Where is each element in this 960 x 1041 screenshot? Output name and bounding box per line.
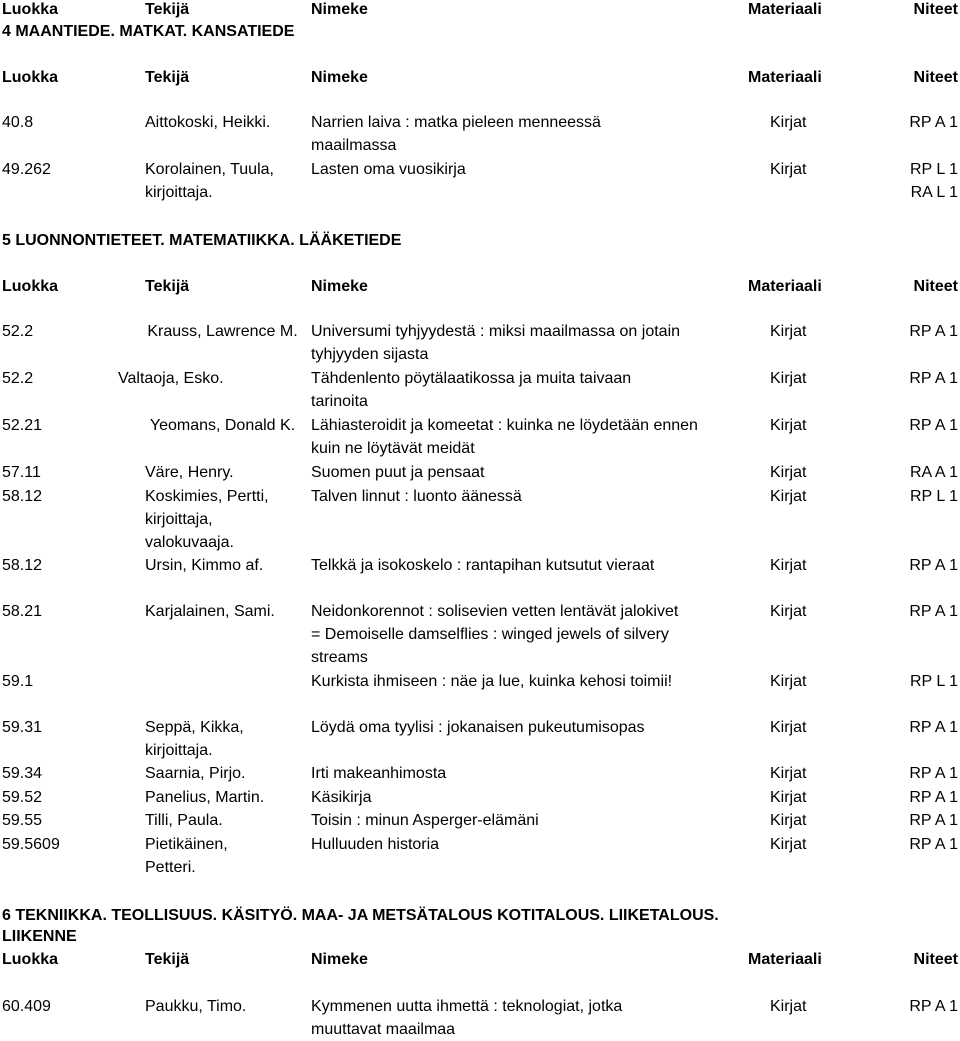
cell-luokka: 52.2 (2, 323, 34, 340)
section-title: 4 MAANTIEDE. MATKAT. KANSATIEDE (2, 23, 295, 40)
cell-materiaali: Kirjat (770, 557, 807, 574)
cell-materiaali: Kirjat (770, 370, 807, 387)
cell-luokka: 52.21 (2, 417, 43, 434)
cell-nimeke: Universumi tyhjyydestä : miksi maailmassa on jotain tyhjyyden sijasta (311, 323, 681, 363)
cell-niteet: RP A 1 (909, 789, 958, 806)
cell-nimeke: Käsikirja (311, 789, 372, 806)
cell-materiaali: Kirjat (770, 417, 807, 434)
cell-niteet: RP A 1 (909, 719, 958, 736)
column-header-materiaali: Materiaali (748, 278, 822, 295)
cell-luokka: 58.21 (2, 603, 43, 620)
cell-niteet: RP L 1 (909, 488, 958, 505)
cell-niteet: RP A 1 (909, 370, 958, 387)
column-header-materiaali: Materiaali (748, 1, 822, 18)
cell-tekija: Väre, Henry. (145, 464, 234, 481)
cell-nimeke: Narrien laiva : matka pieleen menneessä maailmassa (311, 114, 601, 154)
cell-niteet: RP L 1 RA L 1 (909, 161, 958, 201)
cell-materiaali: Kirjat (770, 488, 807, 505)
cell-luokka: 57.11 (2, 464, 41, 481)
column-header-luokka: Luokka (2, 278, 59, 295)
cell-materiaali: Kirjat (770, 765, 807, 782)
cell-luokka: 60.409 (2, 998, 51, 1015)
column-header-niteet: Niteet (913, 69, 958, 86)
cell-tekija: Yeomans, Donald K. (149, 417, 296, 434)
cell-materiaali: Kirjat (770, 789, 807, 806)
column-header-nimeke: Nimeke (311, 1, 368, 18)
column-header-tekija: Tekijä (145, 278, 190, 295)
cell-materiaali: Kirjat (770, 464, 807, 481)
cell-materiaali: Kirjat (770, 323, 807, 340)
cell-luokka: 59.55 (2, 812, 43, 829)
column-header-luokka: Luokka (2, 951, 59, 968)
column-header-luokka: Luokka (2, 1, 59, 18)
cell-nimeke: Toisin : minun Asperger-elämäni (311, 812, 539, 829)
cell-materiaali: Kirjat (770, 719, 807, 736)
cell-tekija: Tilli, Paula. (145, 812, 223, 829)
cell-niteet: RA A 1 (909, 464, 958, 481)
cell-niteet: RP A 1 (909, 417, 958, 434)
cell-materiaali: Kirjat (770, 836, 807, 853)
cell-luokka: 59.5609 (2, 836, 60, 853)
cell-nimeke: Neidonkorennot : solisevien vetten lentävät jalokivet = Demoiselle damselflies : winged jewels of silvery streams (311, 603, 679, 666)
cell-luokka: 59.31 (2, 719, 43, 736)
column-header-luokka: Luokka (2, 69, 59, 86)
cell-materiaali: Kirjat (770, 161, 807, 178)
column-header-tekija: Tekijä (145, 951, 190, 968)
cell-tekija: Krauss, Lawrence M. (147, 323, 298, 340)
column-header-materiaali: Materiaali (748, 951, 822, 968)
cell-niteet: RP A 1 (909, 603, 958, 620)
section-title: 5 LUONNONTIETEET. MATEMATIIKKA. LÄÄKETIEDE (2, 232, 402, 249)
cell-niteet: RP A 1 (909, 812, 958, 829)
cell-niteet: RP A 1 (909, 765, 958, 782)
cell-luokka: 58.12 (2, 488, 43, 505)
cell-niteet: RP L 1 (909, 673, 958, 690)
column-header-tekija: Tekijä (145, 69, 190, 86)
cell-niteet: RP A 1 (909, 836, 958, 853)
cell-niteet: RP A 1 (909, 998, 958, 1015)
cell-niteet: RP A 1 (909, 114, 958, 131)
cell-nimeke: Löydä oma tyylisi : jokanaisen pukeutumisopas (311, 719, 645, 736)
cell-tekija: Korolainen, Tuula, kirjoittaja. (145, 161, 274, 201)
cell-tekija: Seppä, Kikka, kirjoittaja. (145, 719, 244, 759)
cell-nimeke: Lähiasteroidit ja komeetat : kuinka ne löydetään ennen kuin ne löytävät meidät (311, 417, 698, 457)
cell-tekija: Paukku, Timo. (145, 998, 247, 1015)
cell-nimeke: Lasten oma vuosikirja (311, 161, 466, 178)
cell-materiaali: Kirjat (770, 812, 807, 829)
cell-nimeke: Telkkä ja isokoskelo : rantapihan kutsutut vieraat (311, 557, 655, 574)
cell-nimeke: Irti makeanhimosta (311, 765, 447, 782)
column-header-nimeke: Nimeke (311, 278, 368, 295)
section-title: 6 TEKNIIKKA. TEOLLISUUS. KÄSITYÖ. MAA- JA METSÄTALOUS KOTITALOUS. LIIKETALOUS. LIIKENNE (2, 907, 719, 945)
cell-luokka: 52.2 (2, 370, 34, 387)
cell-tekija: Karjalainen, Sami. (145, 603, 275, 620)
cell-nimeke: Kymmenen uutta ihmettä : teknologiat, jotka muuttavat maailmaa (311, 998, 623, 1038)
cell-luokka: 49.262 (2, 161, 51, 178)
cell-niteet: RP A 1 (909, 557, 958, 574)
column-header-niteet: Niteet (913, 1, 958, 18)
cell-luokka: 40.8 (2, 114, 34, 131)
cell-materiaali: Kirjat (770, 998, 807, 1015)
cell-nimeke: Suomen puut ja pensaat (311, 464, 485, 481)
cell-luokka: 59.1 (2, 673, 34, 690)
cell-materiaali: Kirjat (770, 114, 807, 131)
cell-luokka: 59.34 (2, 765, 43, 782)
column-header-tekija: Tekijä (145, 1, 190, 18)
cell-tekija: Koskimies, Pertti, kirjoittaja, valokuvaaja. (145, 488, 269, 551)
cell-nimeke: Hulluuden historia (311, 836, 440, 853)
cell-nimeke: Tähdenlento pöytälaatikossa ja muita taivaan tarinoita (311, 370, 632, 410)
cell-tekija: Ursin, Kimmo af. (145, 557, 264, 574)
cell-tekija: Aittokoski, Heikki. (145, 114, 271, 131)
cell-luokka: 59.52 (2, 789, 43, 806)
cell-niteet: RP A 1 (909, 323, 958, 340)
cell-tekija: Pietikäinen, Petteri. (145, 836, 228, 876)
cell-nimeke: Talven linnut : luonto äänessä (311, 488, 522, 505)
cell-materiaali: Kirjat (770, 673, 807, 690)
cell-materiaali: Kirjat (770, 603, 807, 620)
cell-tekija: Saarnia, Pirjo. (145, 765, 246, 782)
column-header-niteet: Niteet (913, 278, 958, 295)
column-header-nimeke: Nimeke (311, 69, 368, 86)
column-header-niteet: Niteet (913, 951, 958, 968)
column-header-nimeke: Nimeke (311, 951, 368, 968)
cell-tekija: Valtaoja, Esko. (118, 370, 224, 387)
column-header-materiaali: Materiaali (748, 69, 822, 86)
cell-tekija: Panelius, Martin. (145, 789, 265, 806)
cell-luokka: 58.12 (2, 557, 43, 574)
cell-nimeke: Kurkista ihmiseen : näe ja lue, kuinka kehosi toimii! (311, 673, 673, 690)
